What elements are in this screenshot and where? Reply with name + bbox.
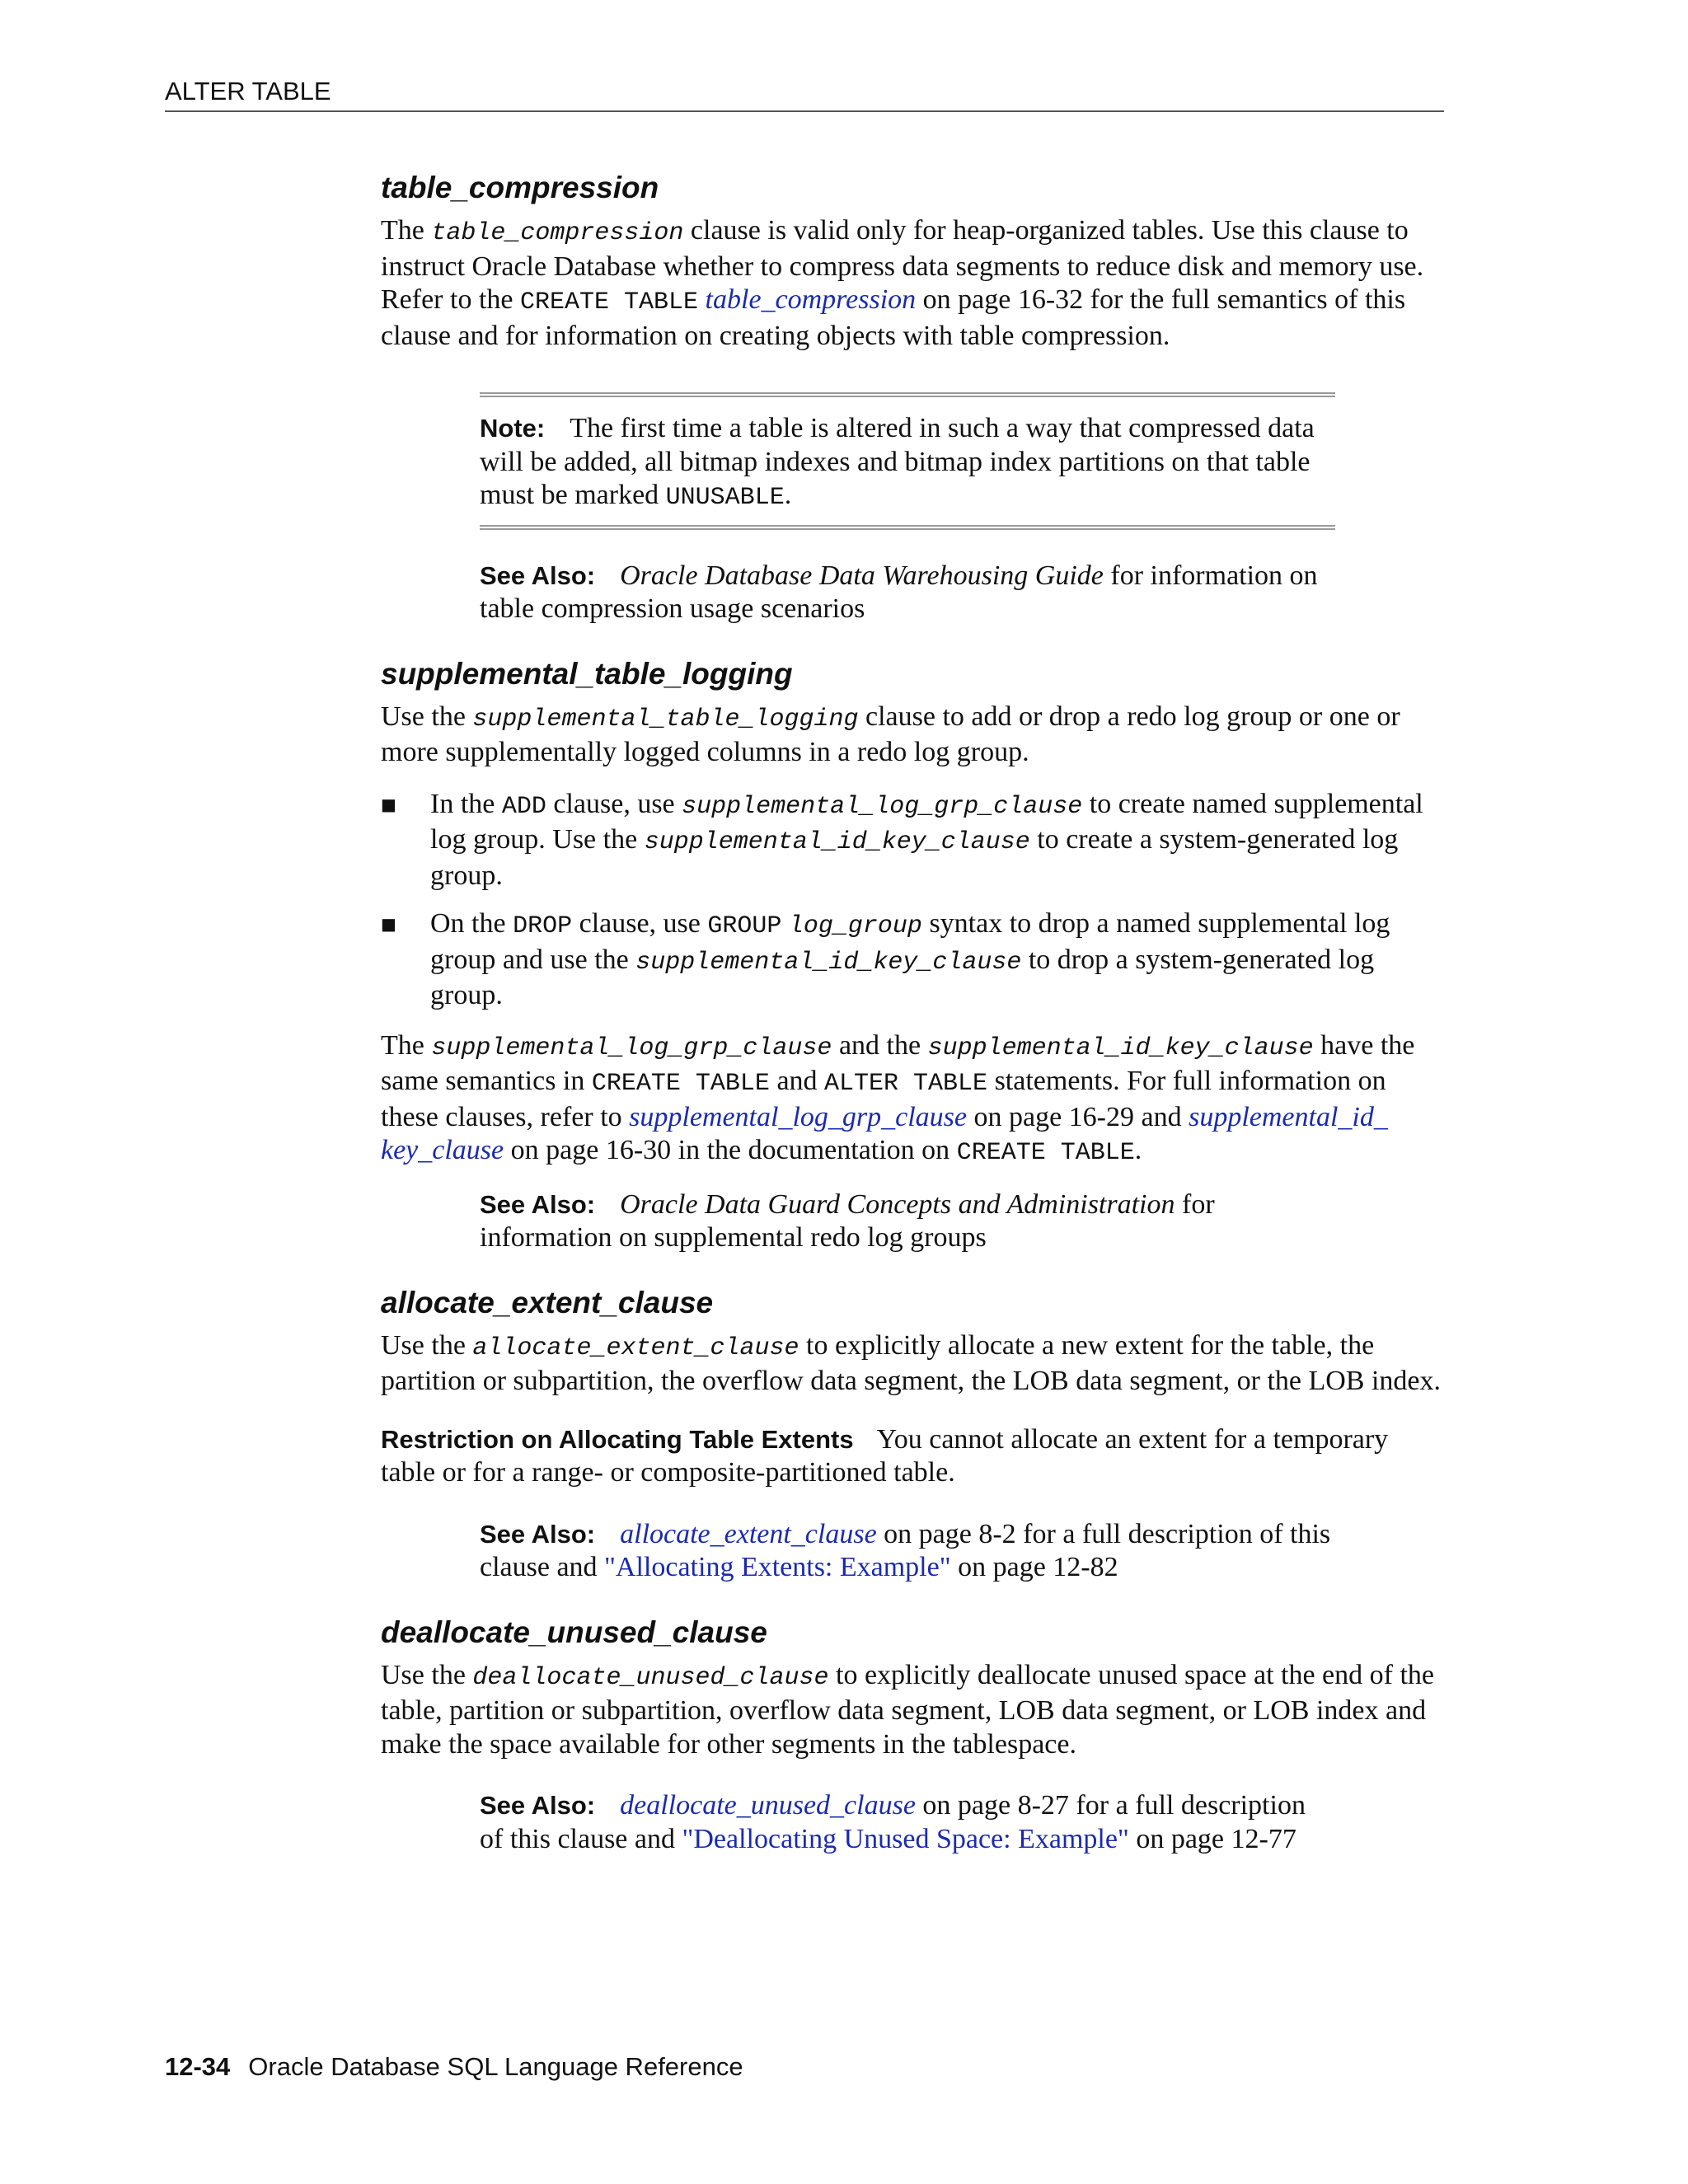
link-supplemental-id-key-clause[interactable]: supplemental_id_ key_clause	[381, 1101, 1388, 1165]
see-also-data-guard: See Also: Oracle Data Guard Concepts and Administration for information on supplemental redo log groups	[480, 1188, 1215, 1253]
see-also-warehousing: See Also: Oracle Database Data Warehousing Guide for information on table compression usage scenarios	[480, 560, 1318, 624]
bullet-list	[381, 788, 1444, 1013]
see-also-label: See Also:	[480, 1519, 596, 1549]
list-item: ■ On the DROP clause, use GROUP log_group syntax to drop a named supplemental log group and use the supplemental_id_key_clause to drop a system-generated log group.	[381, 908, 1390, 1010]
deallocate-unused-paragraph: Use the deallocate_unused_clause to explicitly deallocate unused space at the end of the table, partition or subpartition, overflow data segment, LOB data segment, or LOB index and make the space available for other segments in the tablespace.	[381, 1659, 1435, 1760]
code-allocate-extent-clause: allocate_extent_clause	[472, 1333, 799, 1362]
see-also-label: See Also:	[480, 1189, 596, 1219]
heading-table-compression: table_compression	[381, 171, 659, 204]
code-deallocate-unused-clause: deallocate_unused_clause	[472, 1663, 829, 1692]
see-also-allocate-extent: See Also: allocate_extent_clause on page 8-2 for a full description of this clause and "Allocating Extents: Example" on page 12-82	[480, 1518, 1331, 1582]
code-supplemental-id-key-clause: supplemental_id_key_clause	[635, 948, 1022, 977]
note-box: Note: The first time a table is altered in such a way that compressed data will be added, all bitmap indexes and bitmap index partitions on that table must be marked UNUSABLE.	[480, 392, 1335, 530]
link-allocating-extents-example[interactable]: "Allocating Extents: Example"	[604, 1552, 951, 1582]
book-title-data-guard: Oracle Data Guard Concepts and Administration	[620, 1188, 1175, 1220]
bullet-square-icon: ■	[381, 794, 396, 814]
see-also-label: See Also:	[480, 1791, 596, 1820]
code-group: GROUP	[707, 912, 782, 940]
link-table-compression[interactable]: table_compression	[705, 284, 917, 315]
see-also-label: See Also:	[480, 560, 596, 590]
code-create-table: CREATE TABLE	[520, 288, 699, 316]
link-deallocating-unused-space-example[interactable]: "Deallocating Unused Space: Example"	[682, 1823, 1129, 1854]
page-number: 12-34	[165, 2052, 231, 2081]
note-label: Note:	[480, 414, 546, 443]
code-supplemental-table-logging: supplemental_table_logging	[472, 705, 859, 733]
supplemental-semantics-paragraph: The supplemental_log_grp_clause and the supplemental_id_key_clause have the same semantics in CREATE TABLE and ALTER TABLE statements. For full information on these clauses, refer to supplemental_log_grp_clause on page 16-29 and supplemental_id_ key_clause on page 16-30 in the documentation on CREATE TABLE.	[381, 1029, 1415, 1167]
heading-deallocate-unused-clause: deallocate_unused_clause	[381, 1615, 767, 1649]
link-deallocate-unused-clause[interactable]: deallocate_unused_clause	[620, 1790, 916, 1821]
page-content	[381, 168, 1444, 1884]
code-supplemental-log-grp-clause: supplemental_log_grp_clause	[682, 792, 1083, 821]
running-title: ALTER TABLE	[165, 77, 331, 105]
code-supplemental-id-key-clause: supplemental_id_key_clause	[644, 828, 1030, 856]
supplemental-logging-paragraph: Use the supplemental_table_logging clause to add or drop a redo log group or one or more supplementally logged columns in a redo log group.	[381, 701, 1400, 767]
allocate-extent-paragraph: Use the allocate_extent_clause to explicitly allocate a new extent for the table, the partition or subpartition, the overflow data segment, the LOB data segment, or the LOB index.	[381, 1329, 1442, 1396]
restriction-label: Restriction on Allocating Table Extents	[381, 1424, 854, 1454]
restriction-paragraph: Restriction on Allocating Table Extents You cannot allocate an extent for a temporary table or for a range- or composite-partitioned table.	[381, 1423, 1389, 1488]
list-item: ■ In the ADD clause, use supplemental_log_grp_clause to create named supplemental log group. Use the supplemental_id_key_clause to create a system-generated log group.	[381, 788, 1423, 891]
code-supplemental-id-key-clause: supplemental_id_key_clause	[927, 1033, 1314, 1062]
code-create-table: CREATE TABLE	[956, 1139, 1135, 1167]
book-title-warehousing: Oracle Database Data Warehousing Guide	[620, 560, 1104, 591]
heading-allocate-extent-clause: allocate_extent_clause	[381, 1285, 714, 1319]
bullet-square-icon: ■	[381, 914, 396, 934]
link-supplemental-log-grp-clause[interactable]: supplemental_log_grp_clause	[629, 1101, 967, 1132]
code-table-compression: table_compression	[431, 219, 684, 247]
see-also-deallocate-unused: See Also: deallocate_unused_clause on page 8-27 for a full description of this clause and "Deallocating Unused Space: Example" on page 12-77	[480, 1790, 1306, 1854]
heading-supplemental-table-logging: supplemental_table_logging	[381, 656, 793, 691]
link-allocate-extent-clause[interactable]: allocate_extent_clause	[620, 1518, 877, 1549]
code-log-group: log_group	[788, 912, 922, 940]
code-drop: DROP	[513, 912, 573, 940]
code-alter-table: ALTER TABLE	[824, 1070, 988, 1098]
table-compression-paragraph: The table_compression clause is valid only for heap-organized tables. Use this clause to instruct Oracle Database whether to compress data segments to reduce disk and memory use. Refer to the CREATE TABLE table_compression on page 16-32 for the full semantics of this clause and for information on creating objects with table compression.	[381, 215, 1424, 351]
code-create-table: CREATE TABLE	[591, 1070, 770, 1098]
code-supplemental-log-grp-clause: supplemental_log_grp_clause	[431, 1033, 832, 1062]
page-footer	[165, 2052, 743, 2082]
code-unusable: UNUSABLE	[665, 484, 785, 512]
running-header	[165, 73, 1444, 112]
code-add: ADD	[501, 792, 546, 821]
footer-book-title: Oracle Database SQL Language Reference	[248, 2052, 743, 2081]
